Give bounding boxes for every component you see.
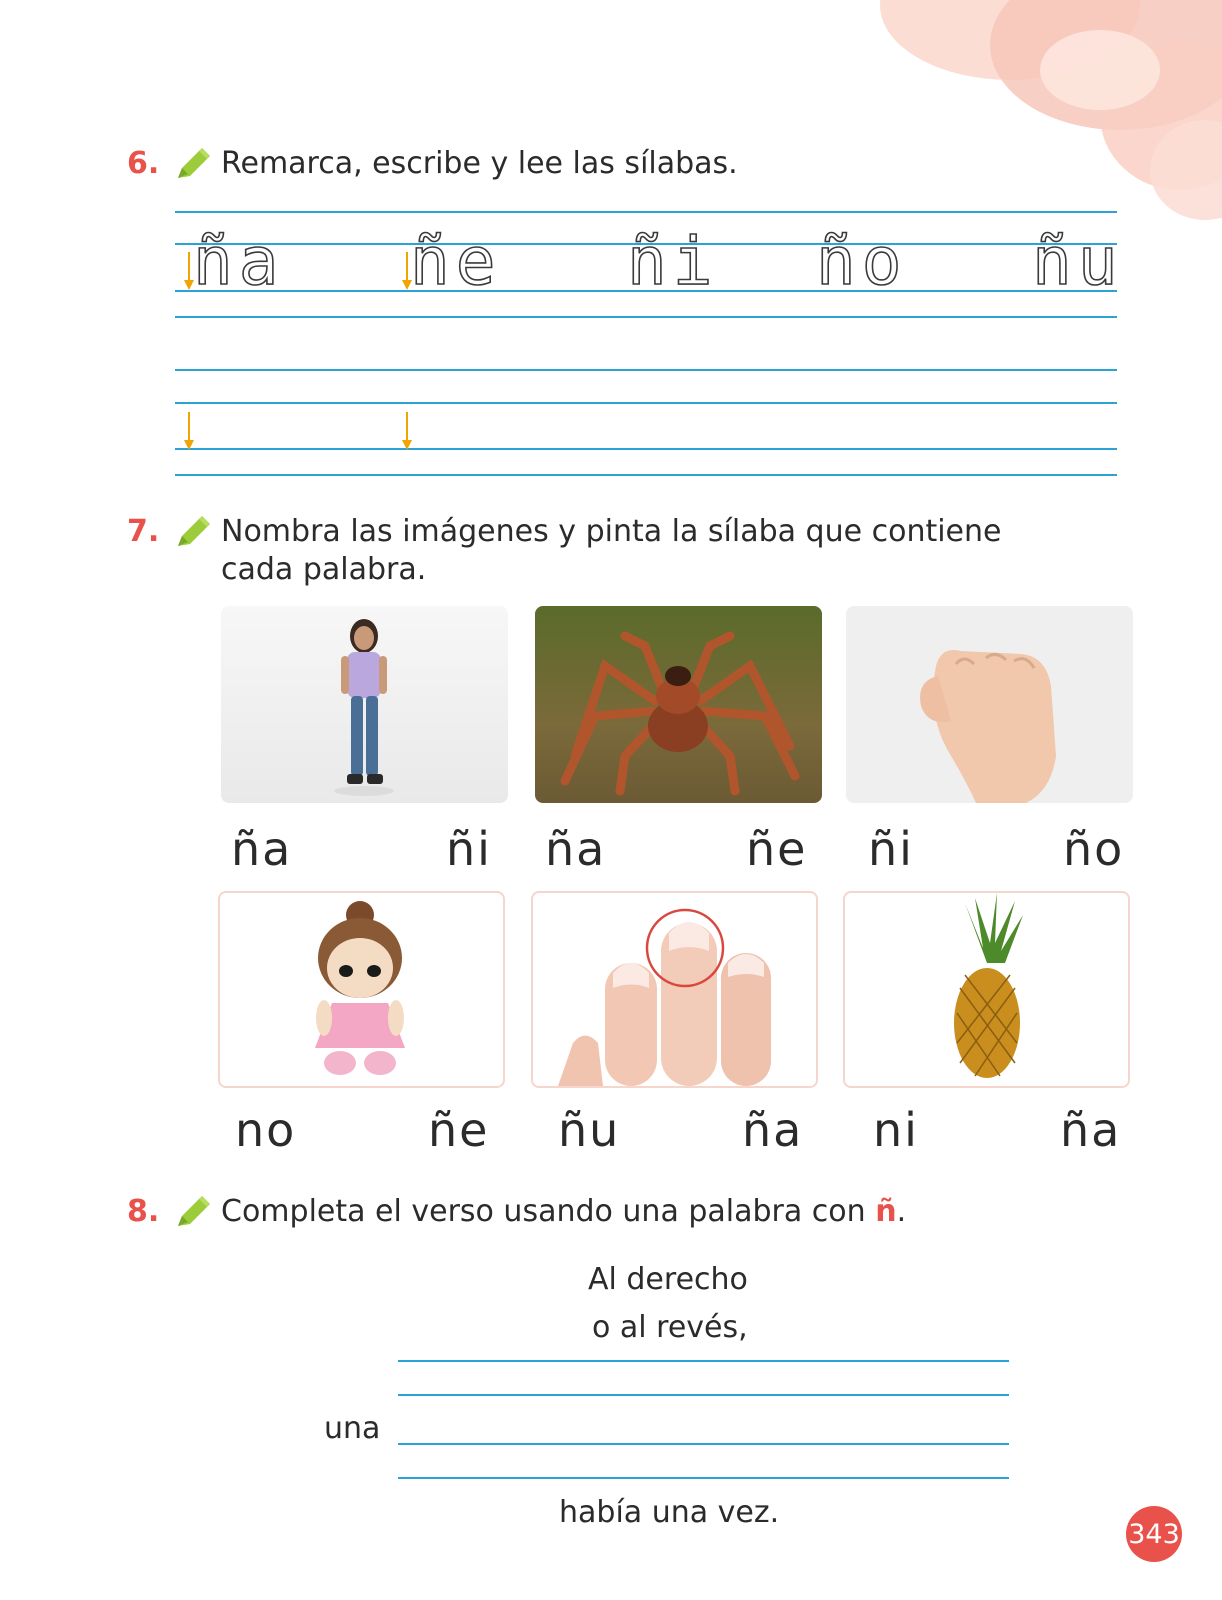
- syllable-option[interactable]: ña: [231, 822, 293, 876]
- trace-syllable[interactable]: ñe: [410, 223, 502, 300]
- stroke-arrow-icon: [401, 252, 413, 292]
- writing-line: [175, 448, 1117, 450]
- syllable-option[interactable]: no: [235, 1103, 297, 1157]
- highlight-letter: ñ: [875, 1194, 897, 1229]
- answer-line[interactable]: [398, 1443, 1009, 1445]
- girl-picture: [221, 606, 508, 803]
- trace-syllable[interactable]: ñu: [1032, 223, 1124, 300]
- exercise-instruction: cada palabra.: [221, 552, 427, 587]
- answer-line[interactable]: [398, 1477, 1009, 1479]
- answer-line[interactable]: [398, 1394, 1009, 1396]
- writing-line: [175, 316, 1117, 318]
- stroke-arrow-icon: [183, 252, 195, 292]
- trace-syllable[interactable]: ñi: [627, 223, 719, 300]
- syllable-option[interactable]: ñe: [746, 822, 808, 876]
- exercise-instruction: Nombra las imágenes y pinta la sílaba que contiene: [221, 514, 1002, 549]
- doll-picture: [218, 891, 505, 1088]
- syllable-option[interactable]: ña: [1060, 1103, 1122, 1157]
- verse-line: o al revés,: [592, 1310, 748, 1345]
- pencil-icon: [172, 512, 212, 552]
- syllable-option[interactable]: ña: [742, 1103, 804, 1157]
- syllable-option[interactable]: ñi: [446, 822, 492, 876]
- pencil-icon: [172, 144, 212, 184]
- answer-line[interactable]: [398, 1360, 1009, 1362]
- syllable-option[interactable]: ño: [1063, 822, 1125, 876]
- verse-prefix: una: [324, 1411, 381, 1446]
- fist-picture: [846, 606, 1133, 803]
- stroke-arrow-icon: [183, 412, 195, 452]
- syllable-option[interactable]: ñi: [868, 822, 914, 876]
- exercise-instruction: Remarca, escribe y lee las sílabas.: [221, 146, 738, 181]
- writing-line: [175, 402, 1117, 404]
- syllable-option[interactable]: ñu: [558, 1103, 621, 1157]
- verse-line: había una vez.: [559, 1495, 780, 1530]
- pineapple-picture: [843, 891, 1130, 1088]
- spider-picture: [535, 606, 822, 803]
- writing-line: [175, 211, 1117, 213]
- trace-syllable[interactable]: ño: [816, 223, 908, 300]
- syllable-option[interactable]: ña: [545, 822, 607, 876]
- pencil-icon: [172, 1192, 212, 1232]
- nail-picture: [531, 891, 818, 1088]
- writing-line: [175, 369, 1117, 371]
- verse-line: Al derecho: [588, 1262, 748, 1297]
- writing-line: [175, 474, 1117, 476]
- syllable-option[interactable]: ni: [873, 1103, 919, 1157]
- trace-syllable[interactable]: ña: [193, 223, 285, 300]
- page-number-badge: 343: [1126, 1506, 1182, 1562]
- syllable-option[interactable]: ñe: [428, 1103, 490, 1157]
- exercise-number: 8.: [127, 1194, 160, 1229]
- exercise-number: 7.: [127, 514, 160, 549]
- stroke-arrow-icon: [401, 412, 413, 452]
- exercise-number: 6.: [127, 146, 160, 181]
- exercise-instruction: Completa el verso usando una palabra con ñ.: [221, 1194, 907, 1229]
